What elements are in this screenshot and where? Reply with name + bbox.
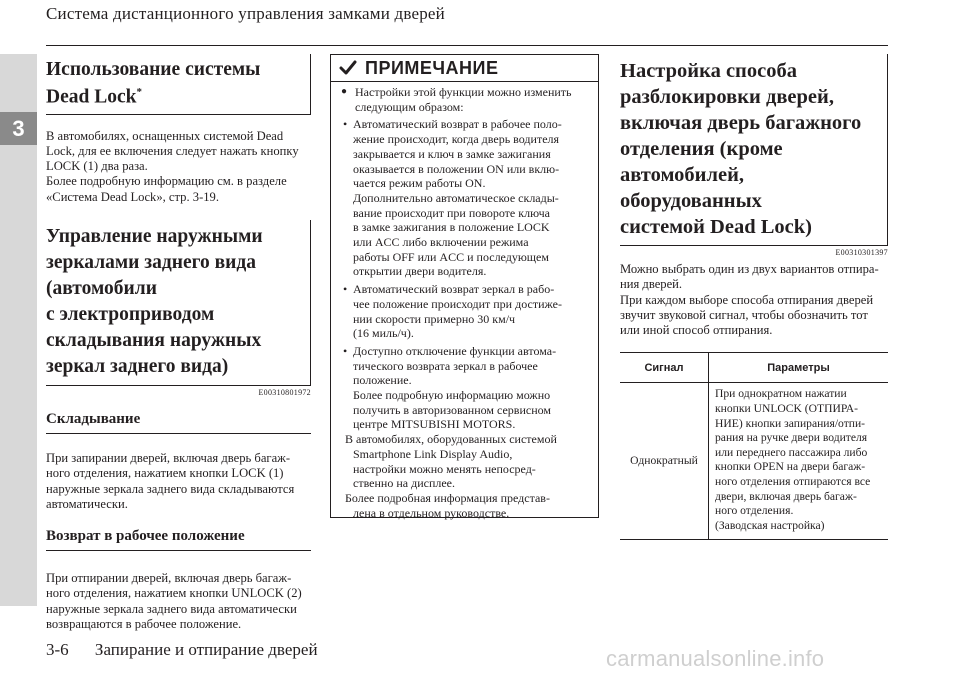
- note-header: [331, 55, 598, 82]
- note-item-disable: [341, 344, 592, 432]
- params-line: ного отделения отпираются все: [715, 475, 871, 489]
- return-line: возвращаются в рабочее положение.: [46, 617, 242, 632]
- page-footer: [46, 640, 318, 660]
- note-line: настройки можно менять непосред-: [353, 461, 536, 476]
- unlock-heading-line: отделения (кроме: [620, 138, 783, 160]
- column-header-signal: Сигнал: [620, 353, 709, 383]
- mirrors-code: E00310801972: [258, 387, 311, 397]
- unlock-code: E00310301397: [835, 248, 888, 257]
- folding-line: ного отделения, нажатием кнопки LOCK (1): [46, 466, 284, 481]
- folding-text: [46, 451, 311, 512]
- note-line: чается режим работы ON.: [353, 176, 486, 191]
- dead-lock-line: Более подробную информацию см. в разделе: [46, 174, 287, 189]
- note-smartphone-link: [341, 432, 592, 520]
- note-label: ПРИМЕЧАНИЕ: [365, 57, 499, 78]
- return-text: [46, 571, 311, 632]
- signal-cell: Однократный: [620, 383, 709, 540]
- params-line: НИЕ) кнопки запирания/отпи-: [715, 416, 866, 430]
- mirrors-heading-line: зеркал заднего вида): [46, 355, 229, 377]
- title-rule: [46, 45, 888, 46]
- mirrors-heading-line: зеркалами заднего вида: [46, 251, 256, 273]
- dead-lock-heading: [46, 54, 311, 115]
- dead-lock-line: «Система Dead Lock», стр. 3-19.: [46, 189, 220, 204]
- mirrors-heading-line: складывания наружных: [46, 329, 262, 351]
- unlock-line: звучит звуковой сигнал, чтобы обозначить тот: [620, 307, 868, 322]
- note-line: в замке зажигания в положение LOCK: [353, 220, 550, 235]
- note-line: Smartphone Link Display Audio,: [353, 446, 513, 461]
- folding-heading: Складывание: [46, 411, 311, 434]
- footer-section: Запирание и отпирание дверей: [94, 640, 318, 659]
- unlock-line: При каждом выборе способа отпирания дверей: [620, 292, 874, 307]
- unlock-heading-line: Настройка способа: [620, 60, 797, 82]
- dead-lock-line: LOCK (1) два раза.: [46, 159, 148, 174]
- dead-lock-heading-text: Dead Lock: [46, 86, 137, 108]
- mirrors-heading-line: с электроприводом: [46, 303, 215, 325]
- note-line: • Доступно отключение функции автома-: [353, 343, 557, 358]
- params-line: двери, включая дверь багаж-: [715, 489, 857, 503]
- params-line: или переднего пассажира либо: [715, 445, 868, 459]
- note-intro-line: ● Настройки этой функции можно изменить: [355, 85, 572, 99]
- dead-lock-line: В автомобилях, оснащенных системой Dead: [46, 128, 284, 143]
- params-line: ного отделения.: [715, 504, 794, 518]
- note-line: или ACC либо включении режима: [353, 235, 529, 250]
- column-middle: [330, 54, 599, 518]
- note-line: лена в отдельном руководстве.: [353, 505, 510, 520]
- note-line: оказывается в положении ON или вклю-: [353, 161, 560, 176]
- unlock-heading-line: включая дверь багажного: [620, 112, 862, 134]
- note-line: тического возврата зеркал в рабочее: [353, 358, 538, 373]
- note-line: вание происходит при повороте ключа: [353, 205, 550, 220]
- table-header-row: [620, 353, 888, 383]
- return-line: ного отделения, нажатием кнопки UNLOCK (2): [46, 586, 302, 601]
- note-line: Более подробная информация представ-: [345, 490, 550, 505]
- params-cell: [709, 383, 889, 540]
- column-left: [46, 54, 311, 632]
- return-heading: Возврат в рабочее положение: [46, 528, 311, 551]
- note-line: работы OFF или ACC и последующем: [353, 249, 549, 264]
- note-line: получить в авторизованном сервисном: [353, 402, 552, 417]
- note-intro-line: следующим образом:: [355, 99, 464, 114]
- note-line: • Автоматический возврат зеркал в рабо-: [353, 282, 555, 297]
- note-line: нии скорости примерно 30 км/ч: [353, 311, 516, 326]
- params-line: рания на ручке двери водителя: [715, 431, 868, 445]
- unlock-line: Можно выбрать один из двух вариантов отпира-: [620, 262, 879, 276]
- dead-lock-heading-line2: [46, 81, 304, 109]
- unlock-text: [620, 262, 888, 338]
- column-right: [620, 54, 888, 540]
- note-line: открытии двери водителя.: [353, 264, 487, 279]
- unlock-heading-line: разблокировки дверей,: [620, 86, 834, 108]
- mirrors-heading-line: (автомобили: [46, 277, 157, 299]
- note-item-speed: [341, 282, 592, 341]
- page-title: Система дистанционного управления замками дверей: [46, 4, 445, 23]
- unlock-heading-line: системой Dead Lock): [620, 216, 812, 238]
- chapter-tab: 3: [0, 112, 37, 145]
- watermark: carmanualsonline.info: [606, 646, 825, 671]
- unlock-parameters-table: [620, 352, 888, 540]
- unlock-line: ния дверей.: [620, 277, 683, 292]
- note-line: • Автоматический возврат в рабочее поло-: [353, 117, 562, 132]
- params-line: кнопки UNLOCK (ОТПИРА-: [715, 402, 859, 416]
- folding-line: наружные зеркала заднего вида складываются: [46, 481, 295, 496]
- dead-lock-text: [46, 129, 311, 205]
- note-intro: [341, 85, 592, 114]
- params-line: При однократном нажатии: [715, 387, 847, 401]
- note-line: положение.: [353, 373, 412, 388]
- note-line: Дополнительно автоматическое склады-: [353, 190, 559, 205]
- note-line: В автомобилях, оборудованных системой: [345, 432, 557, 447]
- note-item-auto-return: [341, 117, 592, 279]
- return-line: При отпирании дверей, включая дверь багаж-: [46, 571, 292, 586]
- folding-line: При запирании дверей, включая дверь багаж-: [46, 450, 291, 465]
- note-line: ственно на дисплее.: [353, 476, 455, 491]
- note-line: (16 миль/ч).: [353, 326, 414, 341]
- mirrors-heading: [46, 220, 311, 386]
- page-number: 3-6: [46, 640, 69, 659]
- column-header-params: Параметры: [709, 353, 889, 383]
- note-line: жение происходит, когда дверь водителя: [353, 132, 560, 147]
- note-box: [330, 54, 599, 518]
- folding-line: автоматически.: [46, 496, 128, 511]
- dead-lock-line: Lock, для ее включения следует нажать кнопку: [46, 143, 299, 158]
- params-line: кнопки OPEN на двери багаж-: [715, 460, 866, 474]
- unlock-heading-line: автомобилей, оборудованных: [620, 164, 762, 212]
- checkmark-icon: [339, 59, 357, 77]
- mirrors-heading-line: Управление наружными: [46, 225, 263, 247]
- note-body: [331, 82, 598, 520]
- table-row: [620, 383, 888, 540]
- dead-lock-heading-line1: Использование системы: [46, 59, 261, 80]
- unlock-mode-heading: [620, 54, 888, 246]
- note-line: Более подробную информацию можно: [353, 388, 551, 403]
- note-line: чее положение происходит при достиже-: [353, 296, 562, 311]
- return-line: наружные зеркала заднего вида автоматически: [46, 601, 297, 616]
- note-line: закрывается и ключ в замке зажигания: [353, 146, 551, 161]
- params-line: (Заводская настройка): [715, 518, 825, 532]
- unlock-line: или иной способ отпирания.: [620, 323, 773, 338]
- footnote-mark: *: [136, 86, 142, 98]
- note-line: центре MITSUBISHI MOTORS.: [353, 417, 516, 432]
